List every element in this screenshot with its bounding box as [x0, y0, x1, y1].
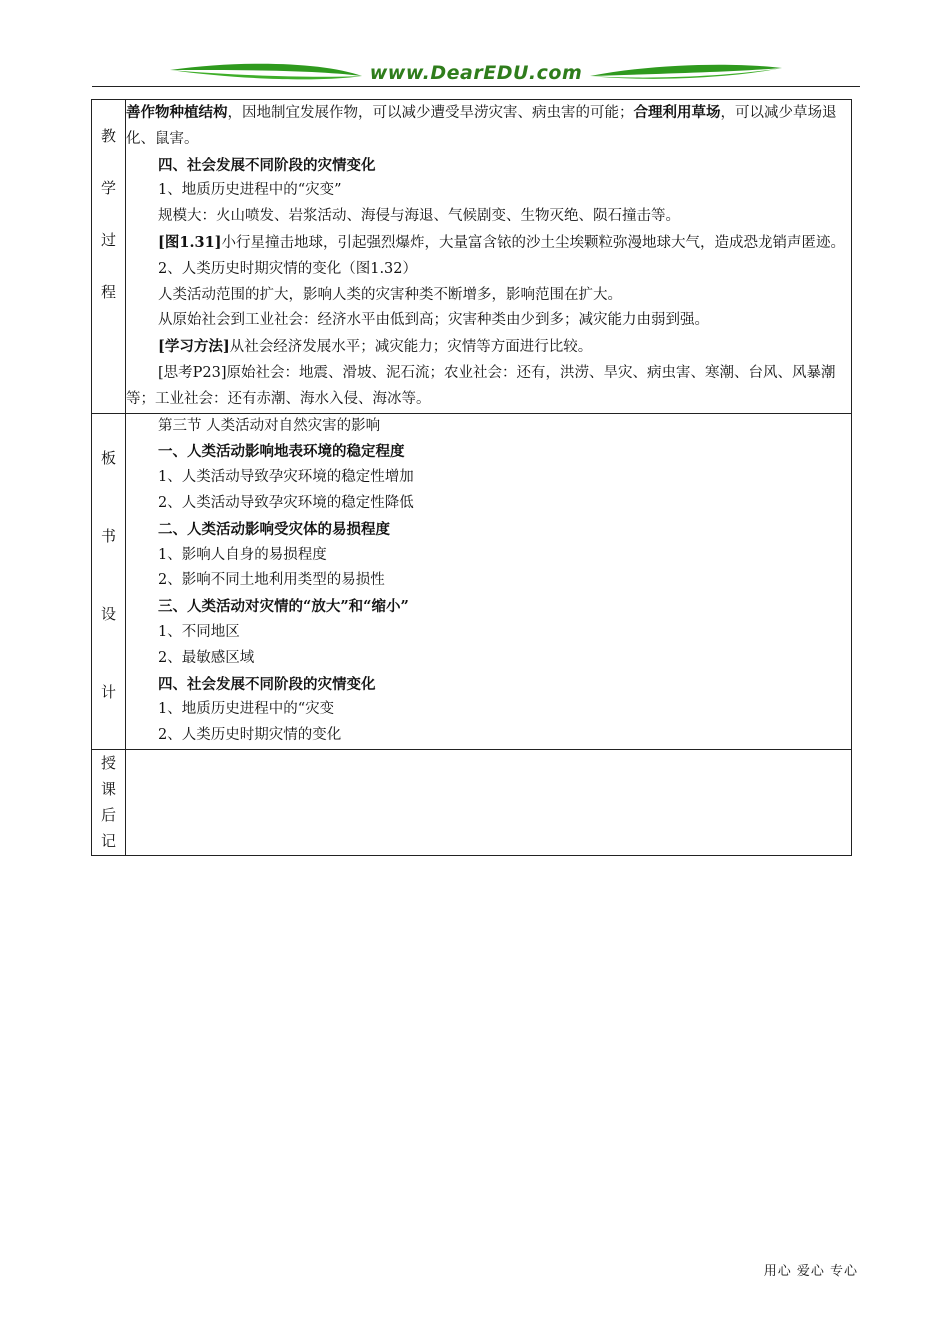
footer-motto: 用心 爱心 专心: [763, 1264, 858, 1279]
board-label: [92, 413, 126, 749]
board-item: 2、最敏感区域: [158, 649, 255, 666]
board-heading: 一、人类活动影响地表环境的稳定程度: [158, 443, 405, 461]
method-note: [126, 334, 851, 361]
header-rule: [92, 86, 860, 87]
process-label-char: 教: [100, 127, 116, 145]
board-row: [92, 413, 852, 749]
list-item: 1、地质历史进程中的“灾变”: [158, 182, 342, 199]
text-run: 小行星撞击地球，引起强烈爆炸，大量富含铱的沙土尘埃颗粒弥漫地球大气，造成恐龙销声匿迹。: [221, 234, 846, 251]
board-label-char: 计: [100, 682, 116, 701]
board-item: 1、地质历史进程中的“灾变: [158, 701, 335, 718]
section-heading: 四、社会发展不同阶段的灾情变化: [158, 156, 376, 174]
bold-term: 善作物种植结构: [126, 104, 228, 121]
paragraph: [126, 100, 851, 153]
think-note: [思考P23]原始社会：地震、滑坡、泥石流；农业社会：还有，洪涝、旱灾、病虫害、寒潮、台风、风暴潮等；工业社会：还有赤潮、海水入侵、海冰等。: [126, 364, 836, 407]
list-item: 2、人类历史时期灾情的变化（图1.32）: [158, 260, 418, 277]
lesson-plan-table: [91, 99, 852, 856]
process-label: [92, 100, 126, 414]
process-label-char: 过: [100, 231, 116, 249]
board-label-char: 书: [100, 526, 116, 545]
list-item-detail: 从原始社会到工业社会：经济水平由低到高；灾害种类由少到多；减灾能力由弱到强。: [158, 312, 709, 329]
board-item: 2、人类活动导致孕灾环境的稳定性降低: [158, 494, 414, 511]
text-run: ，因地制宜发展作物，可以减少遭受旱涝灾害、病虫害的可能；: [227, 105, 634, 121]
text-run: ，可以减少草场退化、鼠害。: [126, 105, 837, 147]
process-label-char: 学: [100, 179, 116, 197]
afterword-label-char: 后: [100, 805, 116, 824]
board-heading: 二、人类活动影响受灾体的易损程度: [158, 520, 390, 538]
figure-tag: [图1.31]: [158, 233, 222, 251]
list-item-detail: 规模大：火山喷发、岩浆活动、海侵与海退、气候剧变、生物灭绝、陨石撞击等。: [158, 208, 680, 225]
board-item: 2、人类历史时期灾情的变化: [158, 727, 342, 744]
afterword-label: [92, 749, 126, 855]
board-item: 2、影响不同土地利用类型的易损性: [158, 572, 385, 589]
board-content: [126, 413, 852, 749]
board-title: 第三节 人类活动对自然灾害的影响: [158, 417, 381, 434]
board-item: 1、影响人自身的易损程度: [158, 546, 327, 563]
process-row: [92, 100, 852, 414]
afterword-label-char: 授: [100, 753, 116, 772]
afterword-row: [92, 749, 852, 855]
board-heading: 四、社会发展不同阶段的灾情变化: [158, 675, 376, 693]
board-label-char: 设: [100, 604, 116, 623]
list-item-detail: 人类活动范围的扩大，影响人类的灾害种类不断增多，影响范围在扩大。: [158, 286, 622, 303]
afterword-content[interactable]: [126, 749, 852, 855]
method-tag: [学习方法]: [158, 338, 230, 356]
board-item: 1、不同地区: [158, 623, 240, 640]
process-label-char: 程: [100, 283, 116, 301]
site-logo-text: www.DearEDU.com: [369, 62, 583, 84]
bold-term: 合理利用草场: [633, 104, 721, 121]
board-label-char: 板: [100, 448, 116, 467]
board-item: 1、人类活动导致孕灾环境的稳定性增加: [158, 469, 414, 486]
process-content: [126, 100, 852, 414]
board-heading: 三、人类活动对灾情的“放大”和“缩小”: [158, 598, 409, 616]
afterword-label-char: 课: [100, 779, 116, 798]
afterword-label-char: 记: [100, 831, 116, 850]
figure-note: [126, 230, 851, 257]
text-run: 从社会经济发展水平；减灾能力；灾情等方面进行比较。: [229, 339, 593, 356]
